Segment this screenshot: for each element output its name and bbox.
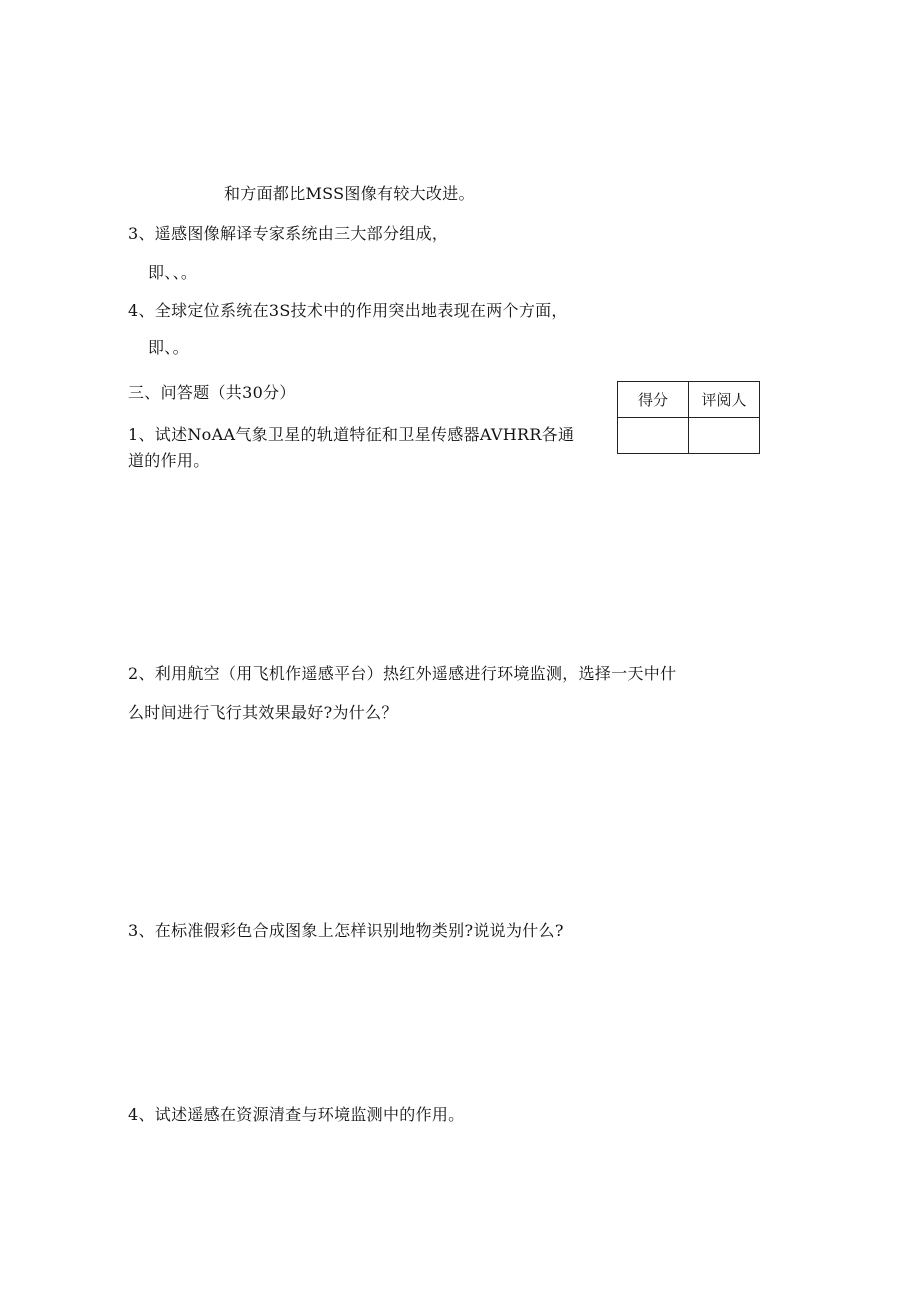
fill-in-question-4: 4、全球定位系统在3S技术中的作用突出地表现在两个方面，: [128, 301, 568, 320]
question-2-line-2: 么时间进行飞行其效果最好?为什么？: [128, 703, 398, 722]
fill-in-question-3-answer: 即、、。: [148, 263, 198, 282]
question-4-line-1: 4、试述遥感在资源清查与环境监测中的作用。: [128, 1105, 465, 1124]
reviewer-cell[interactable]: [689, 418, 760, 454]
fill-in-question-3: 3、遥感图像解译专家系统由三大部分组成，: [128, 224, 449, 243]
question-3-line-1: 3、在标准假彩色合成图象上怎样识别地物类别?说说为什么?: [128, 921, 564, 940]
score-header: 得分: [618, 382, 689, 418]
question-1-line-2: 道的作用。: [128, 451, 210, 470]
score-table-entry-row: [618, 418, 760, 454]
score-cell[interactable]: [618, 418, 689, 454]
question-1-line-1: 1、试述NoAA气象卫星的轨道特征和卫星传感器AVHRR各通: [128, 425, 575, 444]
fill-in-continuation: 和方面都比MSS图像有较大改进。: [224, 184, 475, 203]
reviewer-header: 评阅人: [689, 382, 760, 418]
score-table: [617, 381, 760, 454]
score-table-header-row: [618, 382, 760, 418]
question-2-line-1: 2、利用航空（用飞机作遥感平台）热红外遥感进行环境监测，选择一天中什: [128, 664, 677, 683]
section-heading: 三、问答题（共30分）: [128, 383, 296, 402]
fill-in-question-4-answer: 即、。: [148, 338, 189, 357]
